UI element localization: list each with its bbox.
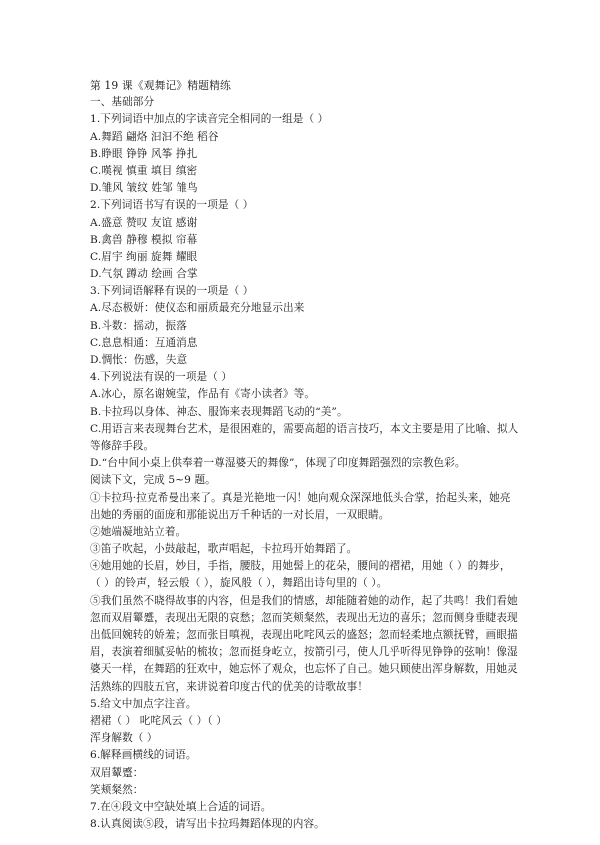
option-line: D.惆怅：伤感，失意 — [90, 354, 188, 366]
answer-line: 笑颊粲然： — [90, 783, 144, 796]
option-line: B.卡拉玛以身体、神态、服饰来表现舞蹈飞动的“美”。 — [90, 405, 348, 418]
question-5: 5.给文中加点字注音。 — [90, 697, 197, 710]
passage-line: 忽而双眉颦蹙，表现出无限的哀愁；忽而笑颊粲然，表现出无边的喜乐；忽而侧身垂睫表现 — [90, 611, 518, 624]
option-line: B.睁眼 铮铮 风筝 挣扎 — [90, 147, 198, 160]
passage-line: 婆天一样，在舞蹈的狂欢中，她忘怀了观众，也忘怀了自己。她只顾使出浑身解数，用她灵 — [90, 663, 518, 676]
answer-line: 褶裙（ ） 叱咤风云（ ）（ ） — [90, 714, 227, 727]
passage-line: ⑤我们虽然不晓得故事的内容，但是我们的情感，却能随着她的动作，起了共鸣！我们看她 — [90, 594, 518, 607]
option-line: C.息息相通：互通消息 — [90, 336, 198, 349]
option-line: A.冰心，原名谢婉莹，作品有《寄小读者》等。 — [90, 388, 316, 401]
option-line: C.嘆视 慎重 填目 缜密 — [90, 164, 198, 177]
option-line: D.“台中间小桌上供奉着一尊湿婆天的舞像”，体现了印度舞蹈强烈的宗教色彩。 — [90, 457, 466, 470]
option-line: C.用语言来表现舞台艺术，是很困难的，需要高超的语言技巧，本文主要是用了比喻、拟人 — [90, 422, 519, 435]
question-6: 6.解释画横线的词语。 — [90, 749, 197, 762]
option-line: C.眉宇 绚丽 旋舞 耀眼 — [90, 250, 198, 263]
option-line: B.斗数：摇动，振落 — [90, 319, 187, 332]
answer-line: 浑身解数（ ） — [90, 732, 158, 745]
passage-line: ④她用她的长眉，妙目，手指，腰肢，用她髻上的花朵，腰间的褶裙，用她（ ）的舞步， — [90, 560, 511, 573]
question-3: 3.下列词语解释有误的一项是（ ） — [90, 285, 254, 298]
passage-line: 出低回婉转的娇羞；忽而张目嗔视，表现出叱咤风云的盛怒；忽而轻柔地点额抚臂，画眼描 — [90, 629, 518, 641]
reading-instruction: 阅读下文，完成 5~9 题。 — [90, 474, 216, 487]
option-line: D.雏风 皱纹 姓邹 雏鸟 — [90, 182, 198, 195]
passage-line: ②她端凝地站立着。 — [90, 525, 187, 538]
passage-line: 出她的秀丽的面庞和那能说出万千种话的一对长眉，一双眼睛。 — [90, 508, 390, 521]
question-2: 2.下列词语书写有误的一项是（ ） — [90, 199, 254, 212]
section-heading: 一、基础部分 — [90, 96, 155, 109]
option-line-continued: 等修辞手段。 — [90, 439, 155, 452]
option-line: A.尽态极妍：使仪态和丽质最充分地显示出来 — [90, 302, 305, 315]
question-1: 1.下列词语中加点的字读音完全相同的一组是（ ） — [90, 113, 329, 126]
question-4: 4.下列说法有误的一项是（ ） — [90, 371, 233, 384]
passage-line: （ ）的铃声，轻云般（ ），旋风般（ ），舞蹈出诗句里的（ ）。 — [90, 577, 388, 590]
passage-line: 眉，表演着细腻妥帖的梳妆；忽而挺身屹立，按箭引弓，使人几乎听得见铮铮的弦响！像湿 — [90, 646, 518, 659]
document-body — [90, 77, 525, 833]
answer-line: 双眉颦蹙： — [90, 766, 144, 779]
passage-line: ①卡拉玛·拉克希曼出来了。真是光艳地一闪！她向观众深深地低头合掌，抬起头来，她亮 — [90, 491, 511, 504]
document-title: 第 19 课《观舞记》精题精练 — [90, 79, 231, 92]
option-line: D.气氛 蹲动 绘画 合掌 — [90, 268, 198, 281]
passage-line: ③笛子吹起，小鼓敲起，歌声唱起，卡拉玛开始舞蹈了。 — [90, 543, 358, 556]
option-line: A.舞蹈 翩烙 汩汩不绝 稻谷 — [90, 130, 219, 143]
option-line: B.禽兽 静穆 模拟 帘幕 — [90, 233, 198, 246]
question-7: 7.在④段文中空缺处填上合适的词语。 — [90, 800, 272, 813]
passage-line: 活熟练的四肢五官，来讲说着印度古代的优美的诗歌故事！ — [90, 680, 369, 693]
option-line: A.盛意 赞叹 友谊 感谢 — [90, 216, 198, 229]
question-8: 8.认真阅读⑤段，请写出卡拉玛舞蹈体现的内容。 — [90, 818, 325, 831]
